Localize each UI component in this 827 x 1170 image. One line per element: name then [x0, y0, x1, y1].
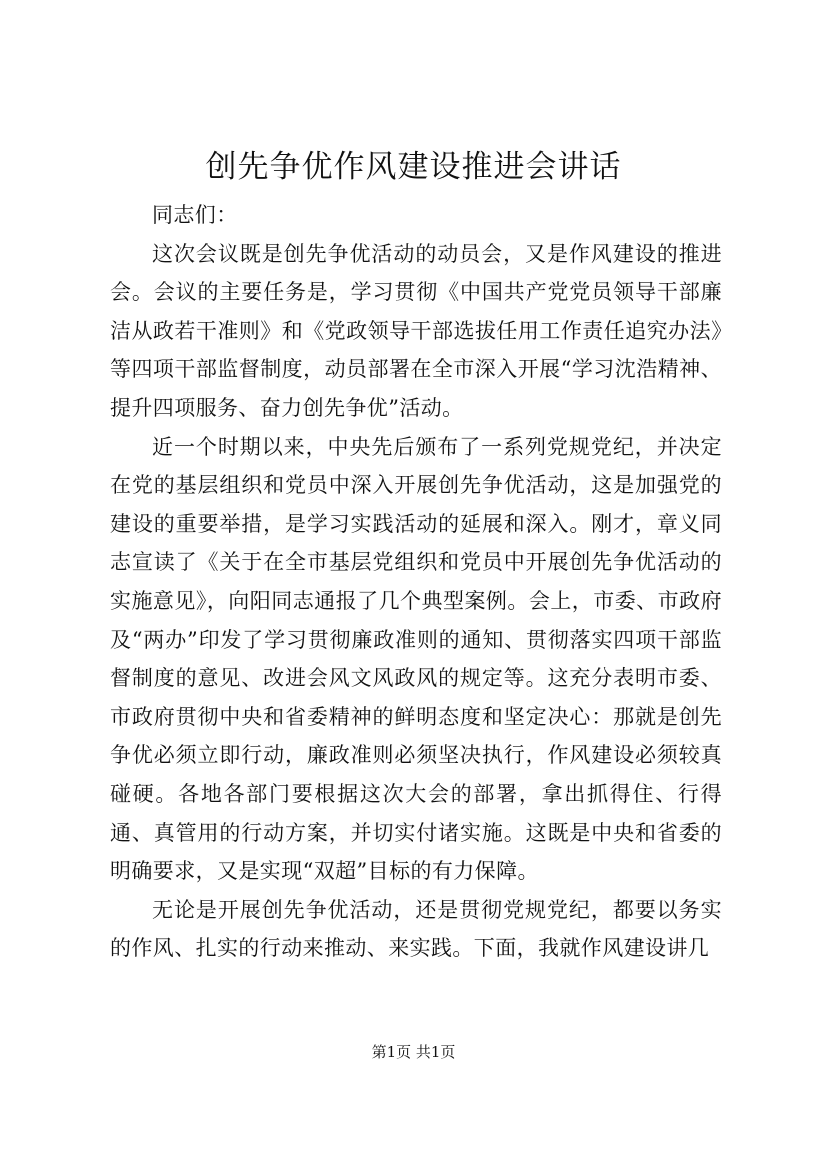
- page-footer: 第1页 共1页: [371, 1043, 456, 1061]
- paragraph: 无论是开展创先争优活动，还是贯彻党规党纪，都要以务实的作风、扎实的行动来推动、来实践。下面，我就作风建设讲几: [110, 897, 722, 961]
- paragraph: 这次会议既是创先争优活动的动员会，又是作风建设的推进会。会议的主要任务是，学习贯彻《中国共产党党员领导干部廉洁从政若干准则》和《党政领导干部选拔任用工作责任追究办法》等四项干部监督制度，动员部署在全市深入开展“学习沈浩精神、提升四项服务、奋力创先争优”活动。: [110, 241, 722, 420]
- document-body: [110, 196, 722, 968]
- salutation: 同志们：: [152, 203, 238, 227]
- paragraph: 近一个时期以来，中央先后颁布了一系列党规党纪，并决定在党的基层组织和党员中深入开展创先争优活动，这是加强党的建设的重要举措，是学习实践活动的延展和深入。刚才，章义同志宣读了《关于在全市基层党组织和党员中开展创先争优活动的实施意见》，向阳同志通报了几个典型案例。会上，市委、市政府及“两办”印发了学习贯彻廉政准则的通知、贯彻落实四项干部监督制度的意见、改进会风文风政风的规定等。这充分表明市委、市政府贯彻中央和省委精神的鲜明态度和坚定决心：那就是创先争优必须立即行动，廉政准则必须坚决执行，作风建设必须较真碰硬。各地各部门要根据这次大会的部署，拿出抓得住、行得通、真管用的行动方案，并切实付诸实施。这既是中央和省委的明确要求，又是实现“双超”目标的有力保障。: [110, 434, 722, 884]
- document-title: 创先争优作风建设推进会讲话: [205, 149, 622, 185]
